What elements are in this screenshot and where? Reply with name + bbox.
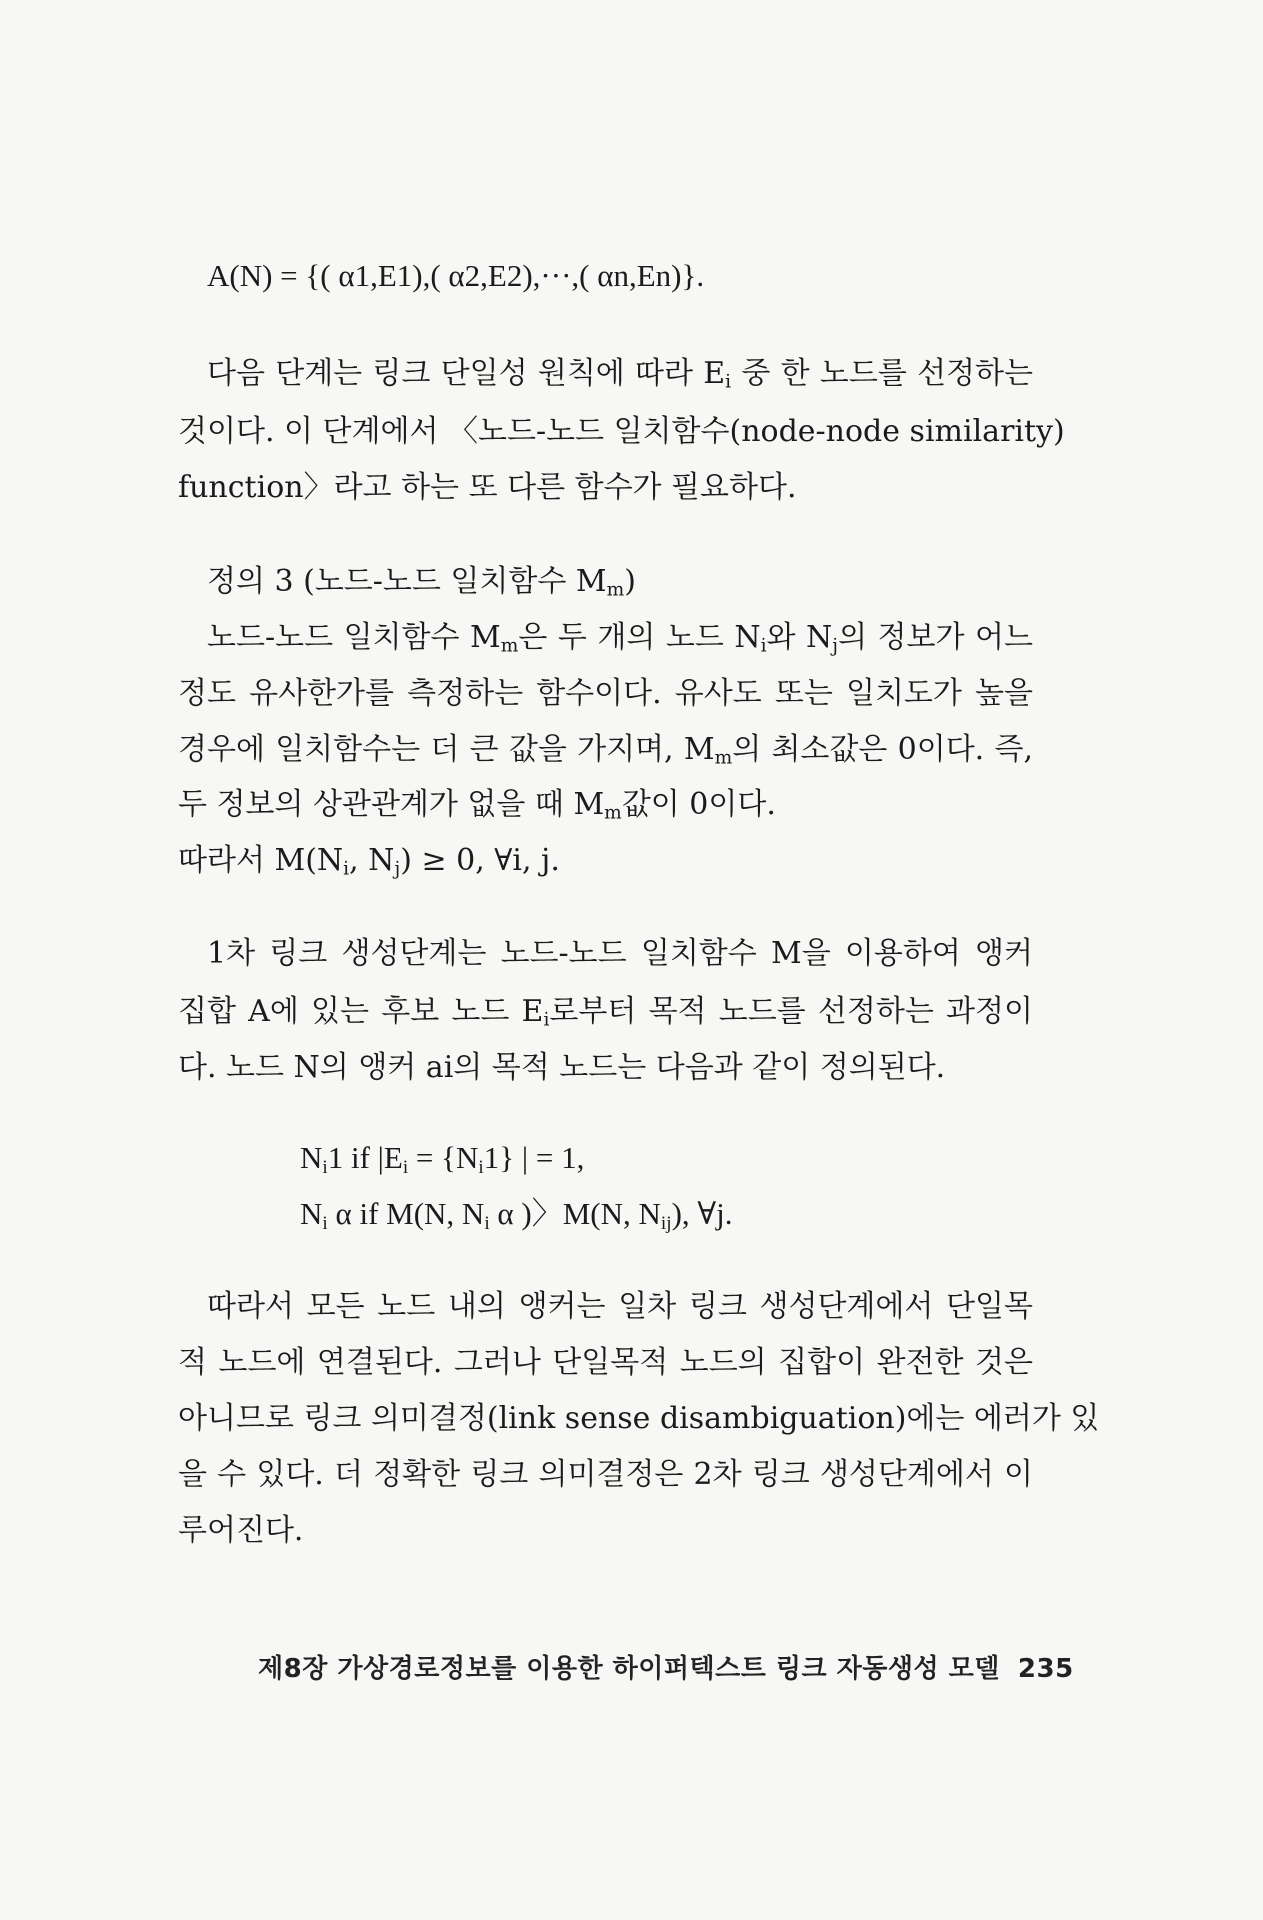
subscript: i bbox=[760, 635, 767, 657]
text: 1} | = 1, bbox=[483, 1140, 585, 1175]
text: 로부터 목적 노드를 선정하는 과정이 bbox=[549, 994, 1033, 1029]
definition-line1 bbox=[207, 616, 1033, 660]
subscript: i bbox=[322, 1212, 328, 1234]
text: 두 정보의 상관관계가 없을 때 M bbox=[178, 787, 605, 822]
para3-line5: 루어진다. bbox=[178, 1513, 304, 1548]
para3-line3: 아니므로 링크 의미결정(link sense disambiguation)에는 에러가 있 bbox=[178, 1401, 1100, 1436]
subscript: i bbox=[725, 371, 732, 393]
formula-target-1 bbox=[300, 1136, 584, 1180]
text: = {N bbox=[408, 1140, 479, 1175]
text: 경우에 일치함수는 더 큰 값을 가지며, M bbox=[178, 732, 715, 767]
para1-line2: 것이다. 이 단계에서 〈노드-노드 일치함수(node-node similarity) bbox=[178, 414, 1065, 449]
definition-line4 bbox=[178, 783, 776, 827]
text: N bbox=[300, 1196, 323, 1231]
subscript: i bbox=[478, 1156, 484, 1178]
subscript: i bbox=[322, 1156, 328, 1178]
subscript: i bbox=[484, 1212, 490, 1234]
subscript: j bbox=[832, 635, 839, 657]
page-number: 235 bbox=[1017, 1654, 1074, 1684]
text: , N bbox=[349, 843, 395, 878]
subscript: m bbox=[714, 747, 733, 769]
text: 와 N bbox=[766, 620, 833, 655]
text: 값이 0이다. bbox=[621, 787, 776, 822]
para1-line3: function〉라고 하는 또 다른 함수가 필요하다. bbox=[178, 470, 797, 505]
formula-anchor-set bbox=[207, 254, 704, 298]
text: 중 한 노드를 선정하는 bbox=[731, 356, 1033, 391]
text: N bbox=[300, 1140, 323, 1175]
para3-line1: 따라서 모든 노드 내의 앵커는 일차 링크 생성단계에서 단일목 bbox=[207, 1289, 1033, 1324]
subscript: j bbox=[394, 858, 401, 880]
formula-target-2 bbox=[300, 1192, 732, 1236]
text: 은 두 개의 노드 N bbox=[518, 620, 761, 655]
subscript: m bbox=[606, 579, 625, 601]
text: 따라서 M(N bbox=[178, 843, 344, 878]
definition-line5 bbox=[178, 839, 560, 883]
definition-line3 bbox=[178, 728, 1033, 772]
text: 의 정보가 어느 bbox=[838, 620, 1033, 655]
para1-line1 bbox=[207, 352, 1033, 396]
definition-title bbox=[207, 560, 636, 604]
subscript: i bbox=[402, 1156, 409, 1178]
text: ) ≥ 0, ∀i, j. bbox=[400, 843, 560, 878]
definition-line2: 정도 유사한가를 측정하는 함수이다. 유사도 또는 일치도가 높을 bbox=[178, 676, 1033, 711]
subscript: m bbox=[604, 802, 622, 824]
para3-line2: 적 노드에 연결된다. 그러나 단일목적 노드의 집합이 완전한 것은 bbox=[178, 1345, 1033, 1380]
text: 다음 단계는 링크 단일성 원칙에 따라 E bbox=[207, 356, 726, 391]
text: ) bbox=[624, 564, 636, 599]
text: 정의 3 (노드-노드 일치함수 M bbox=[207, 564, 607, 599]
footer-chapter-title: 제8장 가상경로정보를 이용한 하이퍼텍스트 링크 자동생성 모델 bbox=[258, 1654, 1000, 1684]
text: 노드-노드 일치함수 M bbox=[207, 620, 501, 655]
subscript: m bbox=[500, 635, 519, 657]
text: ), ∀j. bbox=[671, 1196, 733, 1231]
subscript: i bbox=[543, 1009, 550, 1031]
formula-anchor-set-text: A(N) = {( α1,E1),( α2,E2),···,( αn,En)}. bbox=[207, 258, 705, 293]
text: 의 최소값은 0이다. 즉, bbox=[732, 732, 1034, 767]
subscript: ij bbox=[660, 1212, 672, 1234]
para2-line3: 다. 노드 N의 앵커 ai의 목적 노드는 다음과 같이 정의된다. bbox=[178, 1050, 946, 1085]
text: 1 if |E bbox=[327, 1140, 403, 1175]
para3-line4: 을 수 있다. 더 정확한 링크 의미결정은 2차 링크 생성단계에서 이 bbox=[178, 1457, 1033, 1492]
text: α )〉M(N, N bbox=[489, 1196, 661, 1231]
page-footer bbox=[258, 1648, 1074, 1685]
subscript: i bbox=[343, 858, 350, 880]
text: 집합 A에 있는 후보 노드 E bbox=[178, 994, 544, 1029]
text: α if M(N, N bbox=[327, 1196, 485, 1231]
para2-line1: 1차 링크 생성단계는 노드-노드 일치함수 M을 이용하여 앵커 bbox=[207, 936, 1033, 971]
para2-line2 bbox=[178, 990, 1033, 1034]
